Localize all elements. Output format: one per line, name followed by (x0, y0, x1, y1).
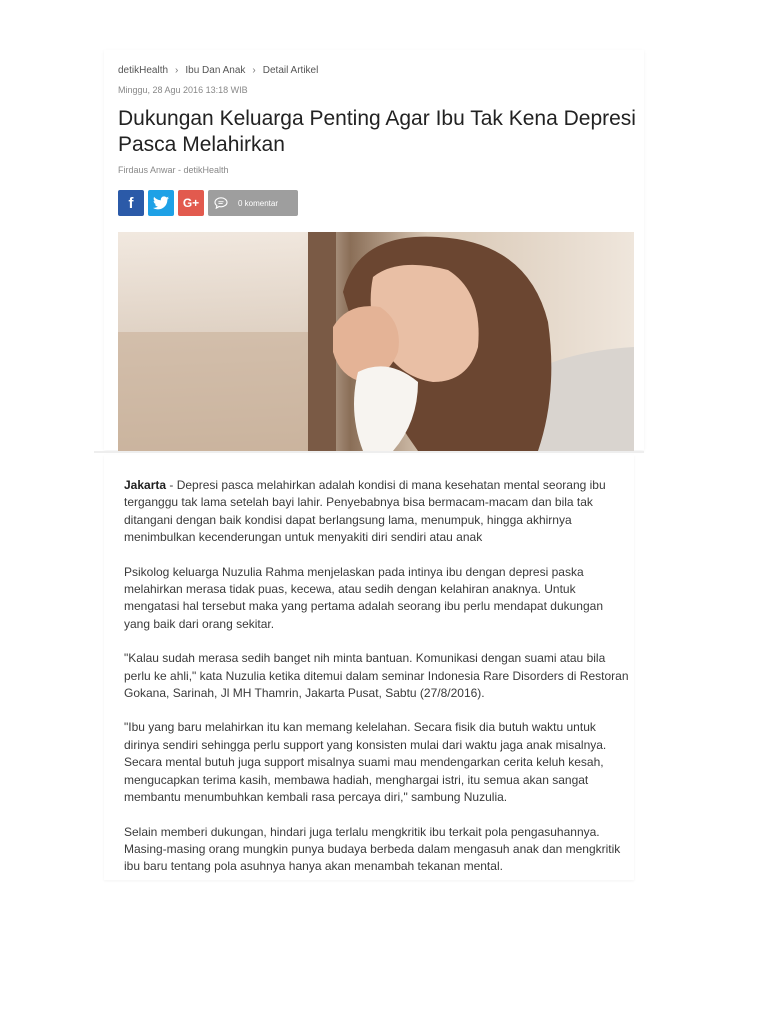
twitter-share-button[interactable] (148, 190, 174, 216)
breadcrumb (118, 65, 318, 76)
article-paragraph: Psikolog keluarga Nuzulia Rahma menjelaskan pada intinya ibu dengan depresi paska melahirkan merasa tidak puas, kecewa, atau sedih dengan kelahiran anaknya. Untuk mengatasi hal tersebut maka yang pertama adalah seorang ibu perlu mendapat dukungan yang baik dari orang sekitar. (124, 564, 603, 631)
article-paragraph: Selain memberi dukungan, hindari juga terlalu mengkritik ibu terkait pola pengasuhannya. Masing-masing orang mungkin punya budaya berbeda dalam mengasuh anak dan mengkritik ibu baru tentang pola asuhnya hanya akan menambah tekanan mental. (124, 824, 621, 874)
chevron-right-icon: › (175, 65, 179, 76)
breadcrumb-item-detikhealth[interactable]: detikHealth (118, 65, 169, 76)
lead-text: - Depresi pasca melahirkan adalah kondisi di mana kesehatan mental seorang ibu terganggu tak lama setelah bayi lahir. Penyebabnya bisa bermacam-macam dan bila tak ditangani dengan baik kondisi dapat berlangsung lama, menumpuk, hingga akhirnya menimbulkan kecenderungan untuk menyakiti diri sendiri atau anak (124, 478, 606, 545)
twitter-icon (153, 196, 169, 210)
article-paragraph (124, 477, 629, 547)
google-plus-icon: G+ (182, 196, 200, 210)
chevron-right-icon: › (252, 65, 256, 76)
publish-date: Minggu, 28 Agu 2016 13:18 WIB (118, 85, 248, 95)
dateline-city: Jakarta (124, 478, 167, 492)
breadcrumb-item-detail-artikel[interactable]: Detail Artikel (262, 65, 319, 76)
google-plus-share-button[interactable] (178, 190, 204, 216)
share-bar (118, 190, 298, 216)
comment-count-label: 0 komentar (238, 198, 279, 208)
section-divider (94, 451, 644, 453)
hero-image (118, 232, 634, 451)
comment-button[interactable] (208, 190, 298, 216)
author-byline: Firdaus Anwar - detikHealth (118, 165, 229, 175)
article-paragraph: "Ibu yang baru melahirkan itu kan memang kelelahan. Secara fisik dia butuh waktu untuk dirinya sendiri sehingga perlu support yang konsisten mulai dari waktu jaga anak misalnya. Secara mental butuh juga support misalnya suami mau mendengarkan cerita keluh kesah, mengucapkan terima kasih, membawa hadiah, menghargai istri, itu semua akan sangat membantu menumbuhkan kembali rasa percaya diri," sambung Nuzulia. (124, 720, 607, 805)
facebook-icon: f (128, 194, 134, 212)
breadcrumb-item-ibu-dan-anak[interactable]: Ibu Dan Anak (185, 65, 246, 76)
article-title: Dukungan Keluarga Penting Agar Ibu Tak Kena Depresi Pasca Melahirkan (118, 107, 636, 156)
article-body (124, 477, 629, 893)
facebook-share-button[interactable] (118, 190, 144, 216)
speech-bubble-icon (214, 197, 228, 209)
article-paragraph: "Kalau sudah merasa sedih banget nih minta bantuan. Komunikasi dengan suami atau bila perlu ke ahli," kata Nuzulia ketika ditemui dalam seminar Indonesia Rare Disorders di Restoran Gokana, Sarinah, Jl MH Thamrin, Jakarta Pusat, Sabtu (27/8/2016). (124, 651, 629, 701)
